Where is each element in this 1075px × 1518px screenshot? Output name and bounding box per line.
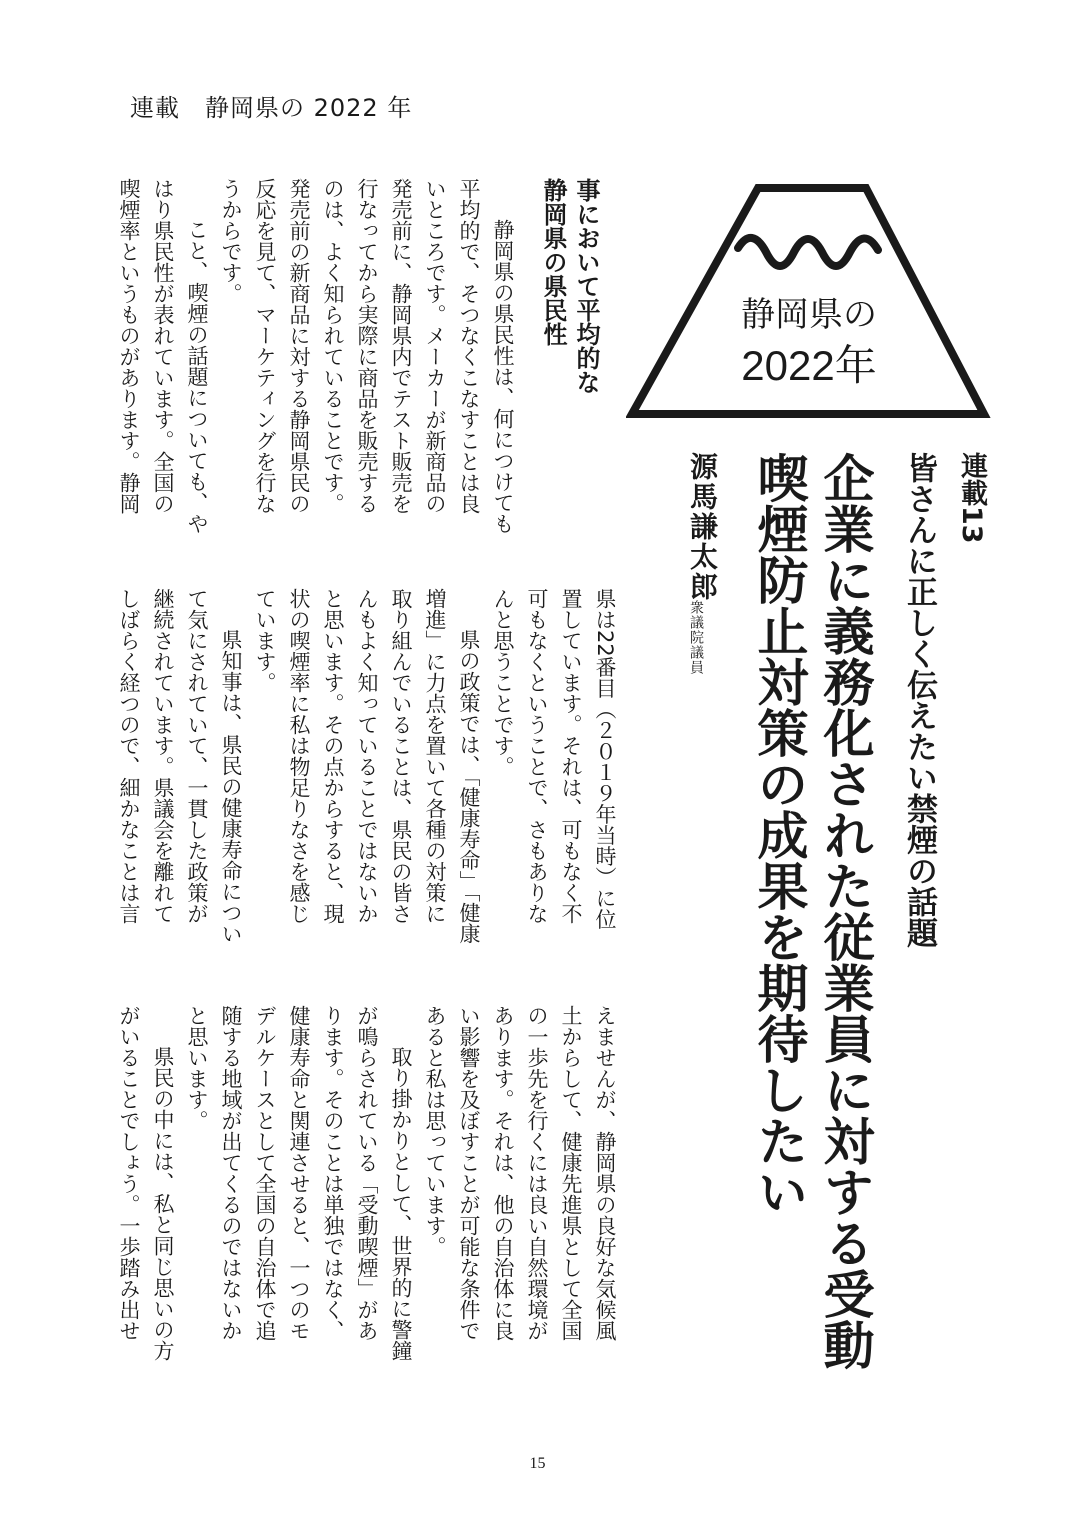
body-line: んと思うことです。: [491, 588, 515, 777]
body-line: ています。: [253, 588, 277, 693]
body-line: 取り組んでいることは、県民の皆さ: [389, 588, 413, 924]
body-line: 県の政策では、「健康寿命」「健康: [457, 608, 481, 944]
body-line: 反応を見て、マーケティングを行な: [253, 178, 277, 514]
body-line: 状の喫煙率に私は物足りなさを感じ: [287, 588, 311, 924]
running-header: 連載 静岡県の 2022 年: [130, 94, 413, 122]
body-line: 県知事は、県民の健康寿命につい: [219, 608, 243, 944]
body-line: 置しています。それは、可もなく不: [559, 588, 583, 924]
body-line: しばらく経つので、細かなことは言: [117, 588, 141, 924]
body-line: ります。そのことは単独ではなく、: [321, 1005, 345, 1341]
snowcap-wave: [738, 238, 878, 266]
body-line: デルケースとして全国の自治体で追: [253, 1005, 277, 1341]
mount-fuji-logo-icon: [626, 176, 992, 422]
author-name: 源馬謙太郎: [686, 452, 719, 602]
body-line: の一歩先を行くには良い自然環境が: [525, 1005, 549, 1341]
body-line: 土からして、健康先進県として全国: [559, 1005, 583, 1341]
body-line: い影響を及ぼすことが可能な条件で: [457, 1005, 481, 1341]
subtitle: 皆さんに正しく伝えたい禁煙の話題: [901, 452, 937, 948]
body-line: んもよく知っていることではないか: [355, 588, 379, 924]
body-line: 平均的で、そつなくこなすことは良: [457, 178, 481, 514]
main-title-line-1: 企業に義務化された従業員に対する受動: [814, 452, 874, 1370]
main-title-line-2: 喫煙防止対策の成果を期待したい: [748, 452, 808, 1217]
body-line: 県民の中には、私と同じ思いの方: [151, 1025, 175, 1361]
body-line: 可もなくということで、さもありな: [525, 588, 549, 924]
body-line: 発売前に、静岡県内でテスト販売を: [389, 178, 413, 514]
body-line: と思います。その点からすると、現: [321, 588, 345, 924]
logo-line2: 2022年: [741, 342, 877, 389]
body-line: が鳴らされている「受動喫煙」があ: [355, 1005, 379, 1341]
body-line: 県は22番目（２０１９年当時）に位: [593, 588, 617, 930]
body-line: えませんが、静岡県の良好な気候風: [593, 1005, 617, 1341]
body-line: 増進」に力点を置いて各種の対策に: [423, 588, 447, 924]
series-label: 連載13: [956, 452, 987, 544]
body-line: 発売前の新商品に対する静岡県民の: [287, 178, 311, 514]
body-line: 健康寿命と関連させると、一つのモ: [287, 1005, 311, 1341]
body-line: がいることでしょう。一歩踏み出せ: [117, 1005, 141, 1341]
body-line: こと、喫煙の話題についても、や: [185, 198, 209, 534]
section-heading-line-2: 静岡県の県民性: [539, 178, 567, 346]
section-heading-line-1: 事において平均的な: [572, 178, 600, 394]
body-line: あります。それは、他の自治体に良: [491, 1005, 515, 1341]
body-line: うからです。: [219, 178, 243, 304]
body-line: いところです。メーカーが新商品の: [423, 178, 447, 514]
body-line: のは、よく知られていることです。: [321, 178, 345, 514]
logo-line1: 静岡県の: [741, 296, 877, 334]
body-line: 取り掛かりとして、世界的に警鐘: [389, 1025, 413, 1361]
author-title: 衆議院議員: [688, 600, 704, 675]
body-line: と思います。: [185, 1005, 209, 1131]
body-line: て気にされていて、一貫した政策が: [185, 588, 209, 924]
body-line: 継続されています。県議会を離れて: [151, 588, 175, 924]
body-line: 喫煙率というものがあります。静岡: [117, 178, 141, 514]
body-line: 随する地域が出てくるのではないか: [219, 1005, 243, 1341]
body-line: あると私は思っています。: [423, 1005, 447, 1257]
body-line: はり県民性が表れています。全国の: [151, 178, 175, 514]
body-line: 静岡県の県民性は、何につけても: [491, 198, 515, 534]
page-number: 15: [529, 1455, 546, 1472]
body-line: 行なってから実際に商品を販売する: [355, 178, 379, 514]
